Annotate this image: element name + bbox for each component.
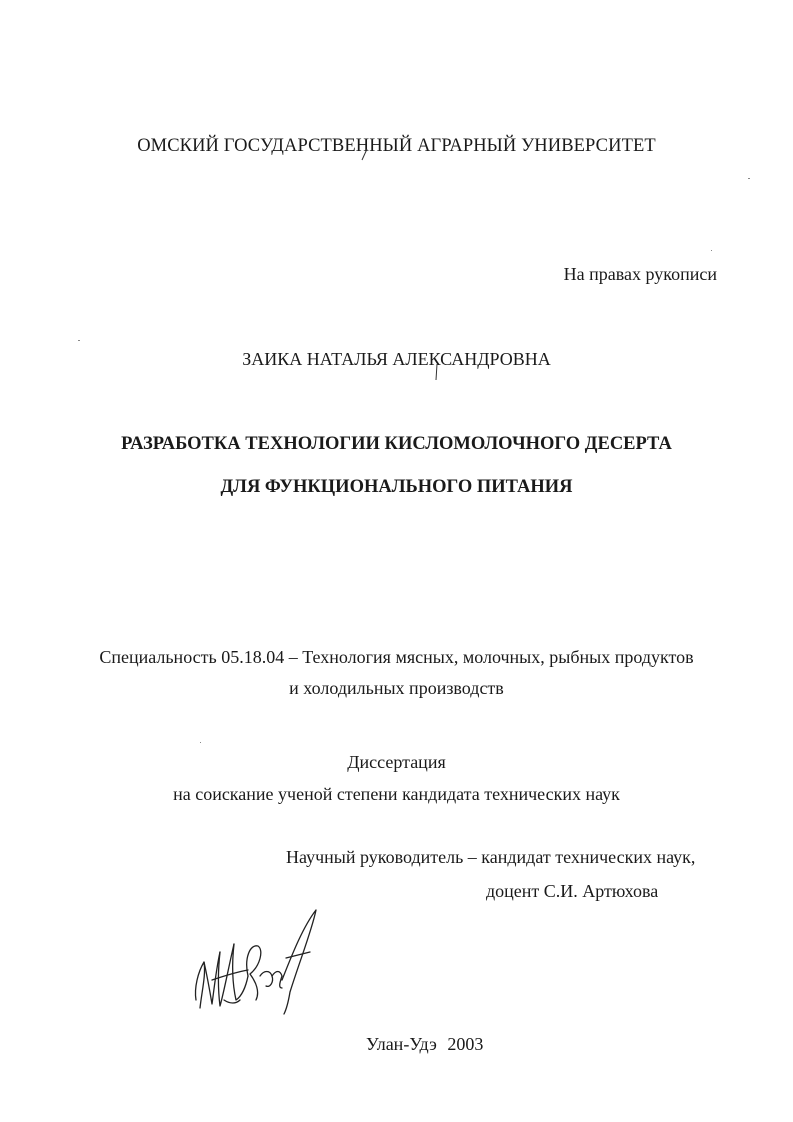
scan-dot [711,250,712,251]
university-name: ОМСКИЙ ГОСУДАРСТВЕННЫЙ АГРАРНЫЙ УНИВЕРСИТЕТ [137,136,656,156]
author-name: ЗАИКА НАТАЛЬЯ АЛЕКСАНДРОВНА [242,349,551,369]
scan-dot [78,340,80,341]
scan-dot [200,742,201,743]
thesis-title-line-2: ДЛЯ ФУНКЦИОНАЛЬНОГО ПИТАНИЯ [220,477,573,497]
dissertation-label: Диссертация [347,752,446,772]
thesis-title-line-1: РАЗРАБОТКА ТЕХНОЛОГИИ КИСЛОМОЛОЧНОГО ДЕСЕРТА [121,434,672,454]
degree-description: на соискание ученой степени кандидата технических наук [173,784,620,804]
manuscript-note: На правах рукописи [563,264,717,284]
place-and-year: Улан-Удэ 2003 [366,1034,484,1054]
supervisor-line-1: Научный руководитель – кандидат технических наук, [286,847,696,867]
scan-dot [748,178,750,179]
specialty-line-2: и холодильных производств [289,678,504,698]
specialty-line-1: Специальность 05.18.04 – Технология мясных, молочных, рыбных продуктов [99,647,694,667]
supervisor-line-2: доцент С.И. Артюхова [486,881,659,901]
handwritten-signature-icon [190,900,325,1018]
